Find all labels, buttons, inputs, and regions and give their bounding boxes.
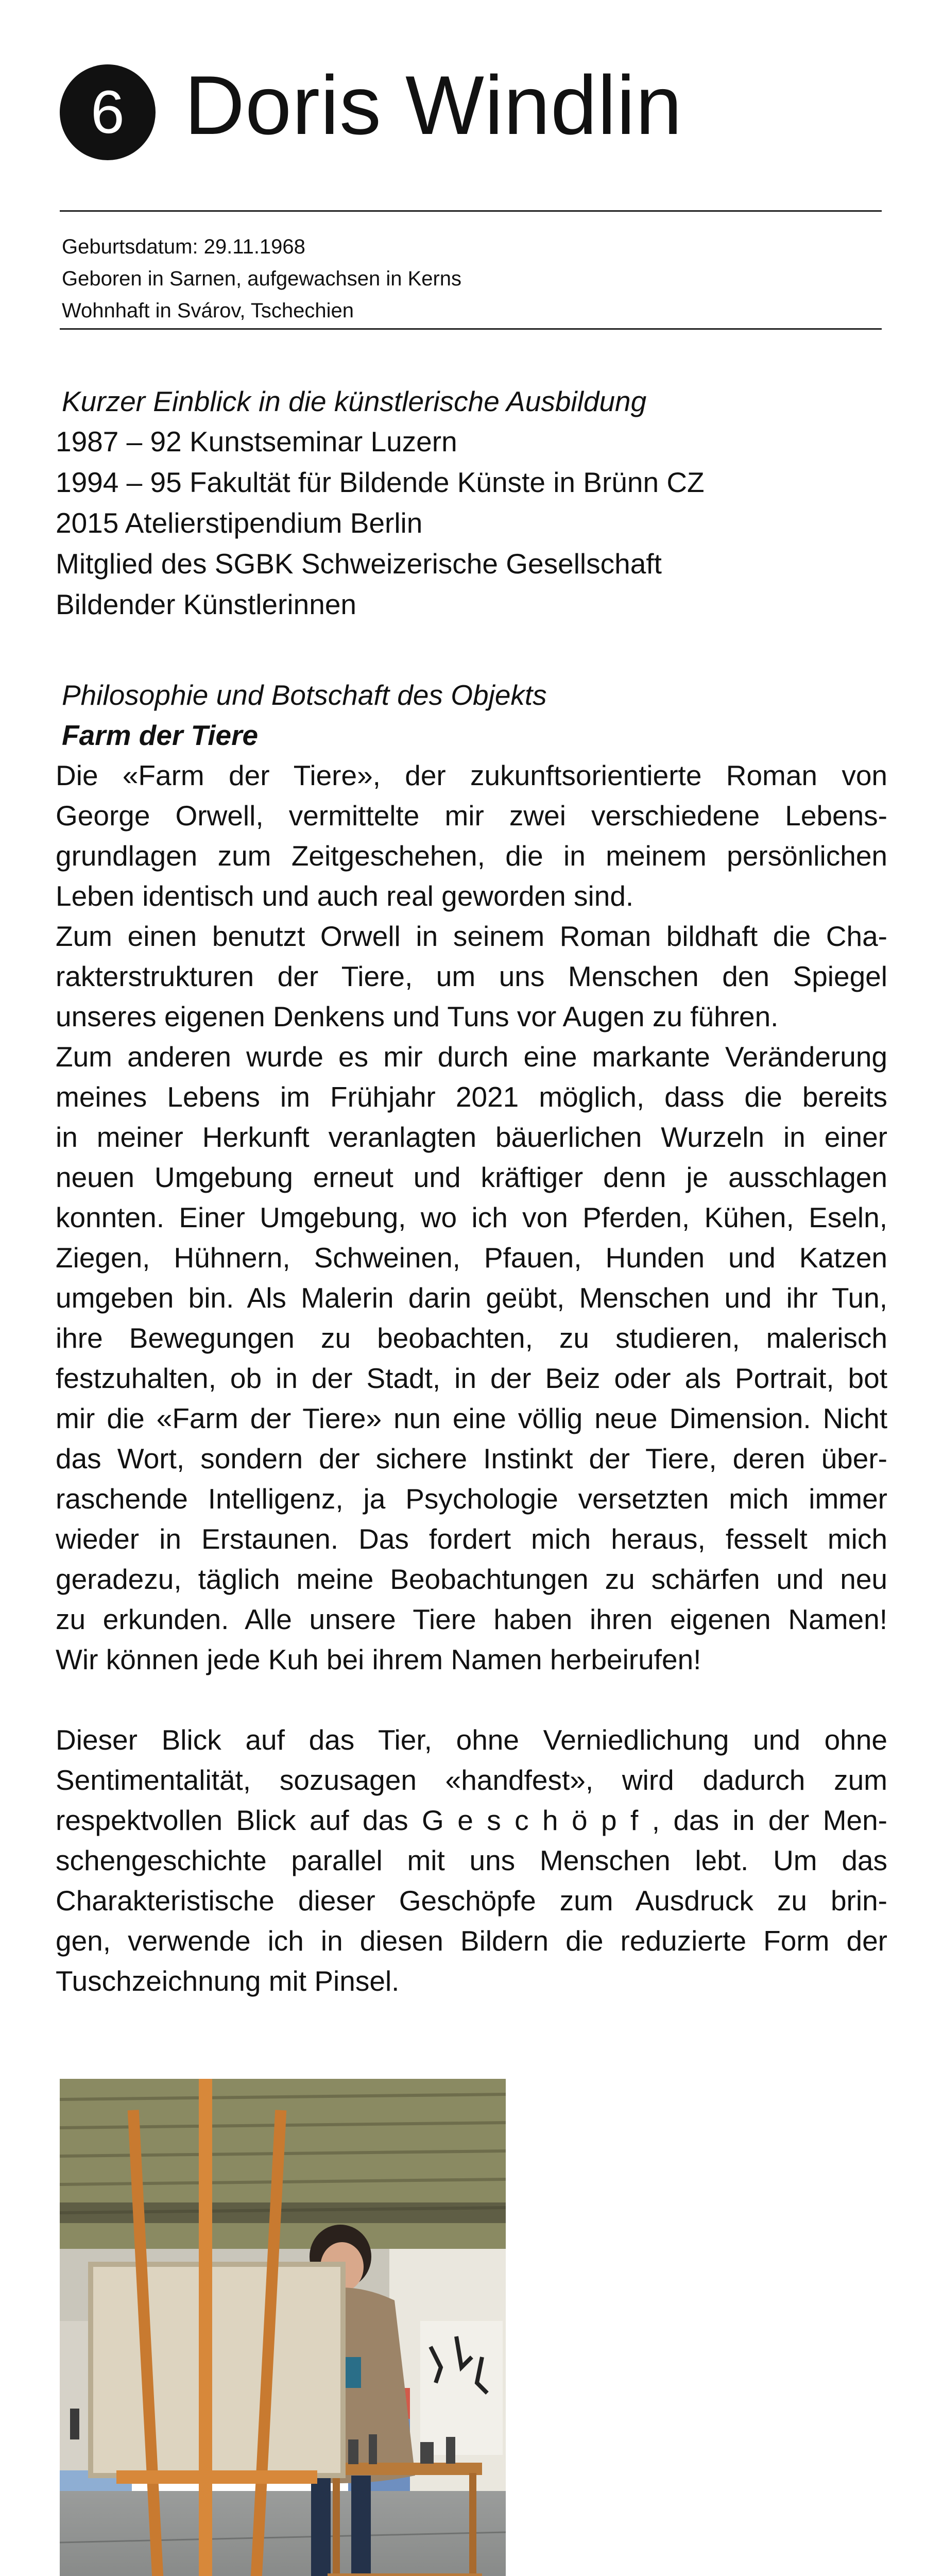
birth-place: Geboren in Sarnen, aufgewachsen in Kerns (62, 267, 462, 290)
residence: Wohnhaft in Svárov, Tschechien (62, 299, 354, 322)
text-line: grundlagen zum Zeitgeschehen, die in meinem persönlichen (56, 840, 887, 872)
text-line: George Orwell, vermittelte mir zwei verschiedene Lebens- (56, 800, 887, 832)
divider-top (60, 210, 882, 212)
education-item: Mitglied des SGBK Schweizerische Gesellschaft (56, 548, 662, 580)
text-line: Die «Farm der Tiere», der zukunftsorientierte Roman von (56, 759, 887, 791)
text-line: Charakteristische dieser Geschöpfe zum Ausdruck zu brin- (56, 1885, 887, 1917)
text-line: wieder in Erstaunen. Das fordert mich heraus, fesselt mich (56, 1523, 887, 1555)
text-line: festzuhalten, ob in der Stadt, in der Beiz oder als Portrait, bot (56, 1362, 887, 1394)
text-line: raschende Intelligenz, ja Psychologie versetzten mich immer (56, 1483, 887, 1515)
text-line: Tuschzeichnung mit Pinsel. (56, 1965, 400, 1997)
text-line: Ziegen, Hühnern, Schweinen, Pfauen, Hunden und Katzen (56, 1242, 887, 1274)
text-line: unseres eigenen Denkens und Tuns vor Augen zu führen. (56, 1001, 779, 1032)
text-line: rakterstrukturen der Tiere, um uns Menschen den Spiegel (56, 960, 887, 992)
text-line: meines Lebens im Frühjahr 2021 möglich, dass die bereits (56, 1081, 887, 1113)
education-item: Bildender Künstlerinnen (56, 588, 356, 620)
artist-studio-photo (60, 2079, 506, 2576)
philosophy-paragraph-2 (56, 1720, 887, 2001)
text-line: schengeschichte parallel mit uns Menschen lebt. Um das (56, 1844, 887, 1876)
birth-date: Geburtsdatum: 29.11.1968 (62, 235, 305, 258)
education-item: 2015 Atelierstipendium Berlin (56, 507, 423, 539)
education-section (56, 381, 887, 625)
text-line: konnten. Einer Umgebung, wo ich von Pferden, Kühen, Eseln, (56, 1201, 887, 1233)
text-line: umgeben bin. Als Malerin darin geübt, Menschen und ihr Tun, (56, 1282, 887, 1314)
philosophy-heading: Philosophie und Botschaft des Objekts (62, 679, 547, 711)
text-line: Wir können jede Kuh bei ihrem Namen herbeirufen! (56, 1643, 701, 1675)
philosophy-paragraph-1 (56, 755, 887, 1680)
work-title: Farm der Tiere (62, 719, 259, 751)
divider-bio (60, 328, 882, 330)
text-line: Zum anderen wurde es mir durch eine markante Veränderung (56, 1041, 887, 1073)
text-line: Leben identisch und auch real geworden sind. (56, 880, 634, 912)
text-line: gen, verwende ich in diesen Bildern die reduzierte Form der (56, 1925, 887, 1957)
artist-number: 6 (91, 78, 125, 146)
text-line: neuen Umgebung erneut und kräftiger denn je ausschlagen (56, 1161, 887, 1193)
text-line: respektvollen Blick auf das G e s c h ö p f , das in der Men- (56, 1804, 887, 1836)
text-line: zu erkunden. Alle unsere Tiere haben ihren eigenen Namen! (56, 1603, 887, 1635)
text-line: ihre Bewegungen zu beobachten, zu studieren, malerisch (56, 1322, 887, 1354)
text-line: Zum einen benutzt Orwell in seinem Roman bildhaft die Cha- (56, 920, 887, 952)
text-line: in meiner Herkunft veranlagten bäuerlichen Wurzeln in einer (56, 1121, 887, 1153)
artist-name: Doris Windlin (184, 59, 683, 152)
education-item: 1994 – 95 Fakultät für Bildende Künste in Brünn CZ (56, 466, 705, 498)
philosophy-section (56, 675, 887, 2001)
text-line: geradezu, täglich meine Beobachtungen zu schärfen und neu (56, 1563, 887, 1595)
text-line: mir die «Farm der Tiere» nun eine völlig neue Dimension. Nicht (56, 1402, 887, 1434)
text-line: Dieser Blick auf das Tier, ohne Verniedlichung und ohne (56, 1724, 887, 1756)
education-heading: Kurzer Einblick in die künstlerische Ausbildung (62, 385, 647, 417)
text-line: das Wort, sondern der sichere Instinkt der Tiere, deren über- (56, 1443, 887, 1475)
education-item: 1987 – 92 Kunstseminar Luzern (56, 426, 457, 457)
artist-number-badge (60, 64, 156, 160)
bio-block (62, 231, 461, 327)
text-line: Sentimentalität, sozusagen «handfest», wird dadurch zum (56, 1764, 887, 1796)
